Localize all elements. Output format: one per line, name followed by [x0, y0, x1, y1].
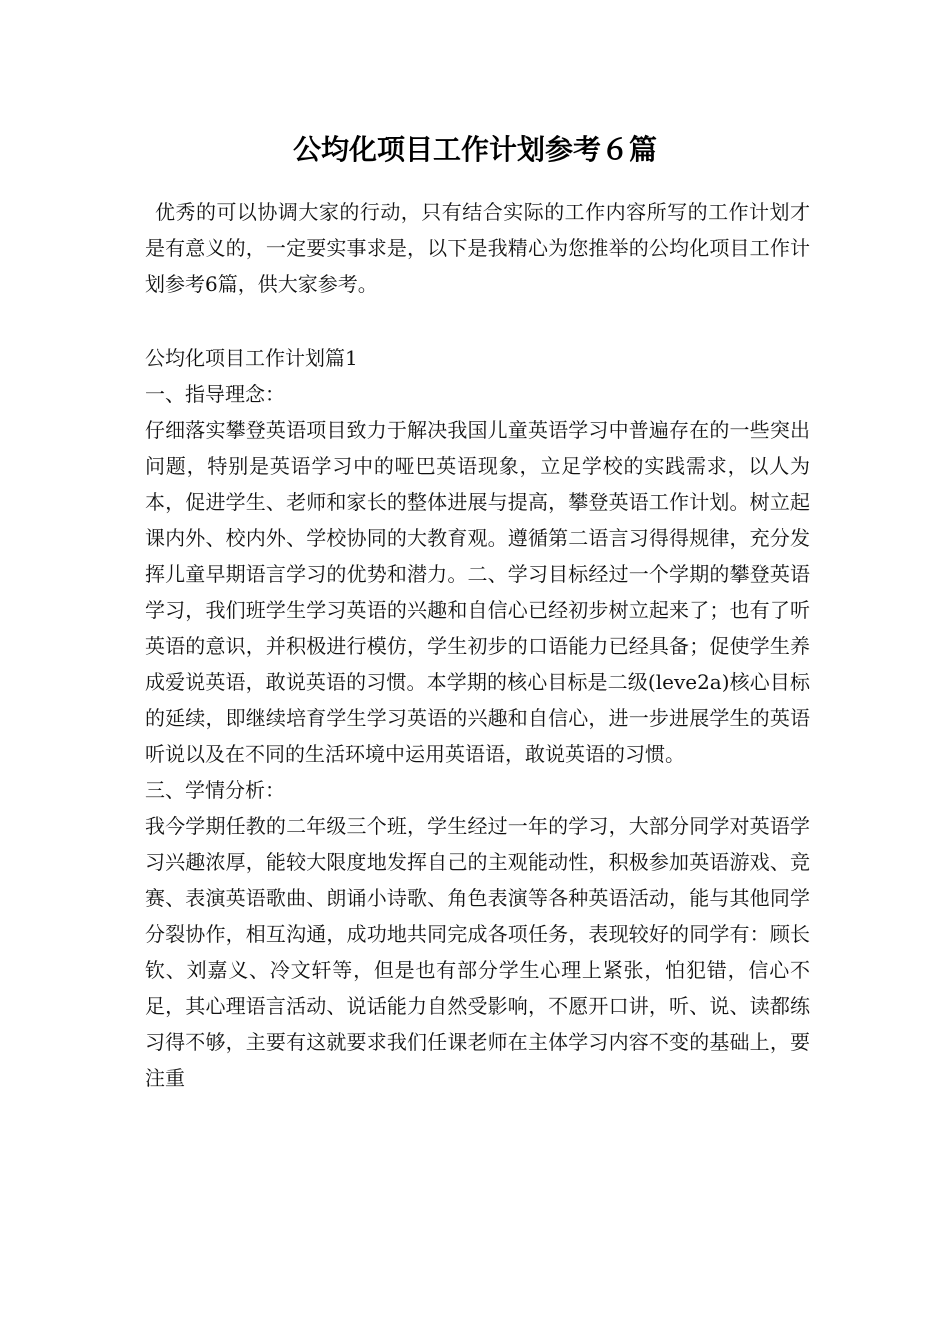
paragraph-learning-analysis: 我今学期任教的二年级三个班，学生经过一年的学习，大部分同学对英语学习兴趣浓厚，能较大限度地发挥自己的主观能动性，积极参加英语游戏、竞赛、表演英语歌曲、朗诵小诗歌、角色表演等各种英语活动，能与其他同学分裂协作，相互沟通，成功地共同完成各项任务，表现较好的同学有：顾长钦、刘嘉义、冷文轩等，但是也有部分学生心理上紧张，怕犯错，信心不足，其心理语言活动、说话能力自然受影响，不愿开口讲，听、说、读都练习得不够，主要有这就要求我们任课老师在主体学习内容不变的基础上，要注重: [145, 814, 810, 1090]
paragraph-guiding-philosophy: 仔细落实攀登英语项目致力于解决我国儿童英语学习中普遍存在的一些突出问题，特别是英语学习中的哑巴英语现象，立足学校的实践需求，以人为本，促进学生、老师和家长的整体进展与提高，攀登英语工作计划。树立起课内外、校内外、学校协同的大教育观。遵循第二语言习得得规律，充分发挥儿童早期语言学习的优势和潜力。二、学习目标经过一个学期的攀登英语学习，我们班学生学习英语的兴趣和自信心已经初步树立起来了；也有了听英语的意识，并积极进行模仿，学生初步的口语能力已经具备；促使学生养成爱说英语，敢说英语的习惯。本学期的核心目标是二级(leve2a)核心目标的延续，即继续培育学生学习英语的兴趣和自信心，进一步进展学生的英语听说以及在不同的生活环境中运用英语语，敢说英语的习惯。: [145, 418, 810, 766]
section-heading: 公均化项目工作计划篇1: [145, 346, 358, 370]
heading-learning-analysis: 三、学情分析：: [145, 778, 285, 802]
heading-guiding-philosophy: 一、指导理念：: [145, 382, 285, 406]
document-title: 公均化项目工作计划参考６篇: [292, 133, 657, 166]
document-body: [145, 194, 810, 1096]
intro-paragraph: 优秀的可以协调大家的行动，只有结合实际的工作内容所写的工作计划才是有意义的，一定要实事求是，以下是我精心为您推举的公均化项目工作计划参考6篇，供大家参考。: [145, 200, 810, 296]
paragraph-spacer: [145, 302, 810, 340]
